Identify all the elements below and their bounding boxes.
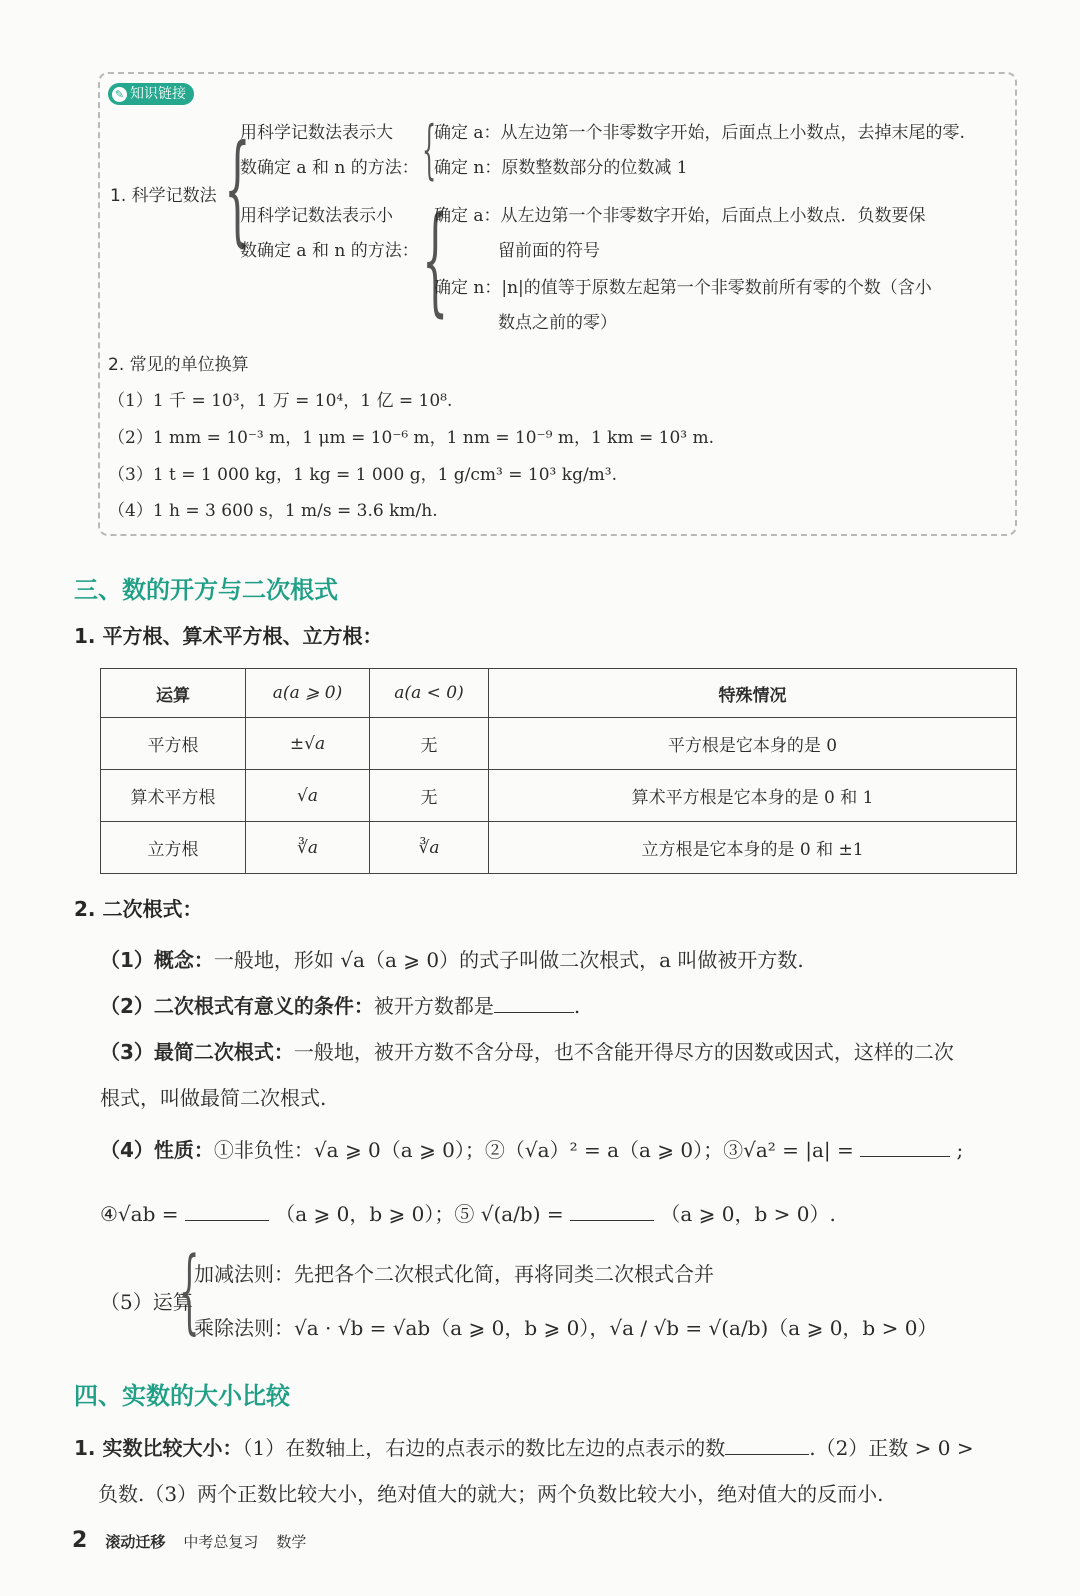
- concept-line: [100, 944, 804, 973]
- small-a-rule-1: 确定 a：从左边第一个非零数字开始，后面点上小数点．负数要保: [434, 206, 926, 226]
- table-row: [101, 770, 1017, 822]
- small-a-rule-2: 留前面的符号: [498, 241, 600, 261]
- page-number: 2: [72, 1528, 88, 1553]
- table-cell: 立方根是它本身的是 0 和 ±1: [489, 822, 1017, 874]
- brace-small: {: [422, 190, 449, 328]
- footer-brand: 滚动迁移: [105, 1533, 166, 1551]
- property-text-1: ①非负性：√a ⩾ 0（a ⩾ 0）；②（√a）² = a（a ⩾ 0）；③√a² = |a| =: [213, 1138, 854, 1162]
- operations-label: （5）运算: [100, 1290, 193, 1314]
- small-method-label-2: 数确定 a 和 n 的方法：: [240, 241, 419, 261]
- footer-book: 中考总复习: [183, 1533, 259, 1551]
- property-label: （4）性质：: [100, 1138, 214, 1162]
- concept-label: （1）概念：: [100, 948, 214, 972]
- brace-operations: {: [179, 1237, 200, 1344]
- operations-mul-rule: 乘除法则：√a · √b = √ab（a ⩾ 0，b ⩾ 0），√a / √b = √(a/b)（a ⩾ 0，b > 0）: [194, 1316, 938, 1340]
- table-cell: ∛a: [246, 822, 370, 874]
- table-cell: ±√a: [246, 718, 370, 770]
- condition-text: 被开方数都是: [373, 994, 494, 1018]
- property-line-2: [100, 1198, 836, 1227]
- unit-line: （2）1 mm = 10⁻³ m，1 μm = 10⁻⁶ m，1 nm = 10⁻⁹ m，1 km = 10³ m.: [108, 428, 715, 448]
- subsection-roots-table: 1. 平方根、算术平方根、立方根：: [74, 624, 383, 648]
- table-cell: 立方根: [101, 822, 246, 874]
- knowledge-badge-label: 知识链接: [130, 86, 186, 102]
- unit-line: （4）1 h = 3 600 s，1 m/s = 3.6 km/h.: [108, 501, 438, 521]
- small-n-rule-2: 数点之前的零）: [498, 313, 617, 333]
- compare-text-a: （1）在数轴上，右边的点表示的数比左边的点表示的数: [242, 1436, 726, 1460]
- table-header-cell: 特殊情况: [489, 669, 1017, 718]
- small-method-label-1: 用科学记数法表示小: [240, 206, 393, 226]
- sci-notation-title: 1. 科学记数法: [110, 186, 217, 206]
- concept-text: 一般地，形如 √a（a ⩾ 0）的式子叫做二次根式，a 叫做被开方数.: [213, 948, 804, 972]
- property-line-1: （4）性质：①非负性：√a ⩾ 0（a ⩾ 0）；②（√a）² = a（a ⩾ 0）；③√a² = |a| = ;: [100, 1138, 964, 1162]
- answer-blank[interactable]: [725, 1454, 809, 1455]
- property-text-2b: （a ⩾ 0，b ⩾ 0）；⑤ √(a/b) =: [275, 1202, 564, 1226]
- simplest-text-2: 根式，叫做最简二次根式.: [100, 1086, 327, 1110]
- table-row: [101, 822, 1017, 874]
- unit-line: （1）1 千 = 10³，1 万 = 10⁴，1 亿 = 10⁸.: [108, 391, 453, 411]
- large-n-rule: 确定 n：原数整数部分的位数减 1: [434, 158, 688, 178]
- table-cell: 算术平方根: [101, 770, 246, 822]
- table-header-cell: 运算: [101, 669, 246, 718]
- large-a-rule: 确定 a：从左边第一个非零数字开始，后面点上小数点，去掉末尾的零.: [434, 123, 965, 143]
- table-cell: √a: [246, 770, 370, 822]
- roots-table: [100, 668, 1017, 874]
- condition-label: （2）二次根式有意义的条件：: [100, 994, 374, 1018]
- simplest-label: （3）最简二次根式：: [100, 1040, 294, 1064]
- units-title: 2. 常见的单位换算: [108, 355, 249, 375]
- section-title-compare: 四、实数的大小比较: [74, 1382, 290, 1410]
- table-cell: ∛a: [370, 822, 489, 874]
- unit-line: （3）1 t = 1 000 kg，1 kg = 1 000 g，1 g/cm³ = 10³ kg/m³.: [108, 465, 618, 485]
- property-text-2c: （a ⩾ 0，b > 0）.: [660, 1202, 836, 1226]
- compare-text-b: .（2）正数 > 0 >: [809, 1436, 974, 1460]
- large-method-label-2: 数确定 a 和 n 的方法：: [240, 158, 419, 178]
- answer-blank[interactable]: [570, 1220, 654, 1221]
- operations-add-rule: 加减法则：先把各个二次根式化简，再将同类二次根式合并: [194, 1262, 714, 1286]
- table-header-row: [101, 669, 1017, 718]
- pencil-icon: ✎: [112, 87, 127, 102]
- table-cell: 平方根是它本身的是 0: [489, 718, 1017, 770]
- answer-blank[interactable]: [185, 1220, 269, 1221]
- table-cell: 无: [370, 770, 489, 822]
- condition-line: （2）二次根式有意义的条件：被开方数都是 .: [100, 994, 581, 1018]
- brace-main: {: [224, 120, 251, 259]
- property-text-2a: ④√ab =: [100, 1202, 179, 1226]
- table-cell: 平方根: [101, 718, 246, 770]
- table-header-cell: a(a ⩾ 0): [246, 669, 370, 718]
- compare-line-1: [74, 1432, 974, 1461]
- brace-large: {: [422, 113, 437, 187]
- table-cell: 无: [370, 718, 489, 770]
- knowledge-badge: [108, 83, 194, 105]
- compare-line-2: 负数.（3）两个正数比较大小，绝对值大的就大；两个负数比较大小，绝对值大的反而小.: [98, 1482, 884, 1506]
- small-n-rule-1: 确定 n：|n|的值等于原数左起第一个非零数前所有零的个数（含小: [434, 278, 932, 298]
- simplest-line-1: [100, 1036, 954, 1065]
- subsection-quadratic-radical: 2. 二次根式：: [74, 897, 203, 921]
- large-method-label-1: 用科学记数法表示大: [240, 123, 393, 143]
- table-header-cell: a(a < 0): [370, 669, 489, 718]
- answer-blank[interactable]: [494, 1012, 574, 1013]
- table-cell: 算术平方根是它本身的是 0 和 1: [489, 770, 1017, 822]
- table-row: [101, 718, 1017, 770]
- simplest-text-1: 一般地，被开方数不含分母，也不含能开得尽方的因数或因式，这样的二次: [293, 1040, 954, 1064]
- answer-blank[interactable]: [860, 1156, 950, 1157]
- compare-label: 1. 实数比较大小：: [74, 1436, 243, 1460]
- section-title-roots: 三、数的开方与二次根式: [74, 576, 338, 604]
- page-footer: [72, 1528, 306, 1553]
- footer-subject: 数学: [276, 1533, 307, 1551]
